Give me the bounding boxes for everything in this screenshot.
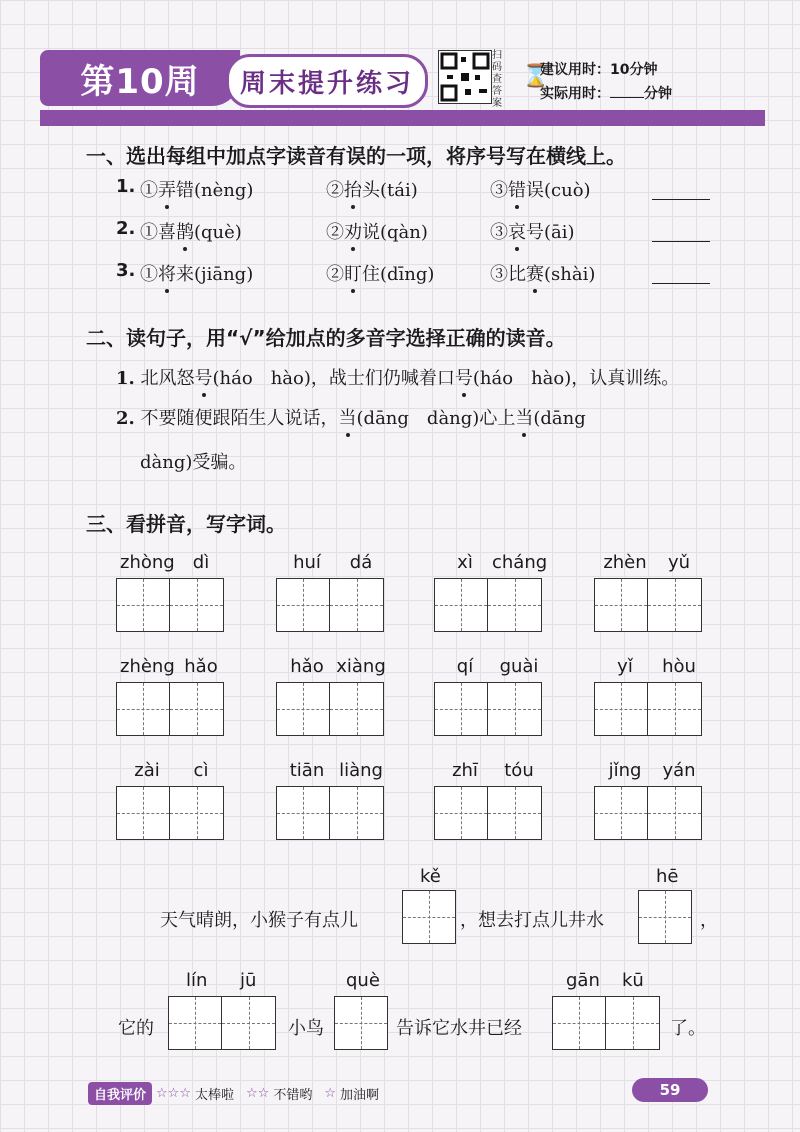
- pinyin-label: cì: [193, 760, 209, 781]
- pinyin-label: zhòng: [120, 552, 175, 573]
- story-box-he[interactable]: [638, 890, 692, 944]
- section2-sentence-2-cont[interactable]: dàng)受骗。: [140, 452, 247, 473]
- tianzige-pair[interactable]: [434, 786, 542, 840]
- pinyin-label: yán: [662, 760, 696, 781]
- section1-option: ③哀号(āi): [490, 222, 575, 243]
- pinyin-label: xiàng: [336, 656, 386, 677]
- story-box-linju[interactable]: [168, 996, 276, 1050]
- tianzige-box[interactable]: [330, 682, 384, 736]
- pinyin-label: tiān: [289, 760, 325, 781]
- answer-line[interactable]: [652, 198, 710, 200]
- tianzige-box[interactable]: [276, 578, 330, 632]
- tianzige-box[interactable]: [276, 682, 330, 736]
- section2-sentence-2: 2. 不要随便跟陌生人说话，当(dāng dàng)心上当(dāng: [116, 408, 586, 429]
- tianzige-box[interactable]: [648, 682, 702, 736]
- story-text-7: 了。: [670, 1018, 706, 1039]
- pinyin-label: cháng: [492, 552, 548, 573]
- story-text-6: 告诉它水井已经: [396, 1018, 522, 1039]
- story-pinyin-lin: lín: [186, 970, 208, 991]
- tianzige-box[interactable]: [434, 786, 488, 840]
- tianzige-box[interactable]: [594, 682, 648, 736]
- section1-option: ③错误(cuò): [490, 180, 591, 201]
- story-pinyin-ju: jū: [240, 970, 257, 991]
- pinyin-label: hǎo: [184, 656, 218, 677]
- tianzige-box[interactable]: [434, 578, 488, 632]
- tianzige-pair[interactable]: [594, 682, 702, 736]
- actual-time-label: 实际用时：: [540, 86, 610, 102]
- tianzige-pair[interactable]: [116, 786, 224, 840]
- section1-option: ③比赛(shài): [490, 264, 596, 285]
- answer-line[interactable]: [652, 240, 710, 242]
- section1-option: ①将来(jiāng): [140, 264, 254, 285]
- section1-row-number: 1.: [116, 176, 136, 197]
- tianzige-box[interactable]: [116, 682, 170, 736]
- qr-label: 扫码查答案: [492, 50, 502, 109]
- pinyin-label: liàng: [339, 760, 383, 781]
- section1-row-number: 3.: [116, 260, 136, 281]
- story-text-4: 它的: [118, 1018, 154, 1039]
- pinyin-label: guài: [499, 656, 539, 677]
- story-box-ganku[interactable]: [552, 996, 660, 1050]
- story-text-5: 小鸟: [288, 1018, 324, 1039]
- tianzige-box[interactable]: [330, 786, 384, 840]
- story-box-que[interactable]: [334, 996, 388, 1050]
- time-box: [540, 58, 700, 108]
- story-pinyin-ku: kū: [622, 970, 644, 991]
- tianzige-box[interactable]: [116, 578, 170, 632]
- qr-code-icon: [438, 50, 492, 104]
- self-eval-label: 自我评价: [88, 1082, 152, 1105]
- section1-title: 一、选出每组中加点字读音有误的一项，将序号写在横线上。: [86, 144, 626, 168]
- pinyin-label: zhī: [452, 760, 478, 781]
- rating-great: 太棒啦: [194, 1088, 234, 1103]
- tianzige-box[interactable]: [488, 786, 542, 840]
- section2-title: 二、读句子，用“√”给加点的多音字选择正确的读音。: [86, 326, 566, 350]
- pinyin-label: huí: [293, 552, 321, 573]
- tianzige-box[interactable]: [488, 578, 542, 632]
- page-title: 周末提升练习: [226, 54, 428, 108]
- pinyin-label: zhèng: [120, 656, 175, 677]
- header-bar: [40, 110, 765, 126]
- pinyin-label: hǎo: [290, 656, 324, 677]
- story-box-ke[interactable]: [402, 890, 456, 944]
- story-pinyin-gan: gān: [566, 970, 600, 991]
- tianzige-box[interactable]: [276, 786, 330, 840]
- pinyin-label: hòu: [662, 656, 696, 677]
- section1-option: ②盯住(dīng): [326, 264, 435, 285]
- tianzige-box[interactable]: [170, 786, 224, 840]
- story-pinyin-que: què: [346, 970, 380, 991]
- tianzige-box[interactable]: [116, 786, 170, 840]
- pinyin-label: tóu: [504, 760, 534, 781]
- footer-rating: [88, 1082, 379, 1105]
- actual-time-unit: 分钟: [644, 86, 672, 102]
- tianzige-box[interactable]: [594, 578, 648, 632]
- tianzige-box[interactable]: [488, 682, 542, 736]
- week-badge: 第10周: [40, 50, 240, 106]
- tianzige-box[interactable]: [170, 578, 224, 632]
- tianzige-box[interactable]: [648, 578, 702, 632]
- tianzige-pair[interactable]: [276, 786, 384, 840]
- tianzige-pair[interactable]: [276, 578, 384, 632]
- star-icon[interactable]: ☆: [324, 1086, 336, 1101]
- pinyin-label: dá: [349, 552, 373, 573]
- pinyin-label: dì: [192, 552, 210, 573]
- suggested-time: 建议用时：10分钟: [540, 62, 658, 78]
- story-text-1: 天气晴朗，小猴子有点儿: [160, 910, 358, 931]
- rating-good: 不错哟: [273, 1088, 313, 1103]
- star-icon[interactable]: ☆☆☆: [156, 1086, 191, 1101]
- rating-keep-going: 加油啊: [339, 1088, 379, 1103]
- story-text-2: ，想去打点儿井水: [460, 910, 604, 931]
- pinyin-label: yǔ: [667, 552, 691, 573]
- tianzige-pair[interactable]: [116, 578, 224, 632]
- hourglass-icon: ⌛: [522, 64, 550, 89]
- tianzige-pair[interactable]: [594, 786, 702, 840]
- tianzige-pair[interactable]: [276, 682, 384, 736]
- tianzige-box[interactable]: [170, 682, 224, 736]
- story-text-3: ，: [700, 910, 718, 931]
- pinyin-label: yǐ: [617, 656, 633, 677]
- pinyin-label: qí: [456, 656, 474, 677]
- section3-title: 三、看拼音，写字词。: [86, 512, 286, 536]
- section1-option: ②劝说(qàn): [326, 222, 428, 243]
- section1-option: ①喜鹊(què): [140, 222, 242, 243]
- page-number: 59: [632, 1078, 708, 1102]
- tianzige-box[interactable]: [330, 578, 384, 632]
- section1-option: ①弄错(nèng): [140, 180, 254, 201]
- actual-time-blank[interactable]: [610, 83, 644, 98]
- pinyin-label: zài: [134, 760, 160, 781]
- tianzige-pair[interactable]: [116, 682, 224, 736]
- tianzige-pair[interactable]: [434, 682, 542, 736]
- story-pinyin-ke: kě: [420, 866, 441, 887]
- answer-line[interactable]: [652, 282, 710, 284]
- pinyin-label: zhèn: [603, 552, 647, 573]
- story-pinyin-he: hē: [656, 866, 679, 887]
- tianzige-box[interactable]: [594, 786, 648, 840]
- tianzige-pair[interactable]: [594, 578, 702, 632]
- section1-row-number: 2.: [116, 218, 136, 239]
- tianzige-box[interactable]: [648, 786, 702, 840]
- pinyin-label: jǐng: [608, 760, 642, 781]
- tianzige-pair[interactable]: [434, 578, 542, 632]
- star-icon[interactable]: ☆☆: [246, 1086, 270, 1101]
- section1-option: ②抬头(tái): [326, 180, 418, 201]
- tianzige-box[interactable]: [434, 682, 488, 736]
- section2-sentence-1: 1. 北风怒号(háo hào)，战士们仍喊着口号(háo hào)，认真训练。: [116, 368, 680, 389]
- pinyin-label: xì: [457, 552, 473, 573]
